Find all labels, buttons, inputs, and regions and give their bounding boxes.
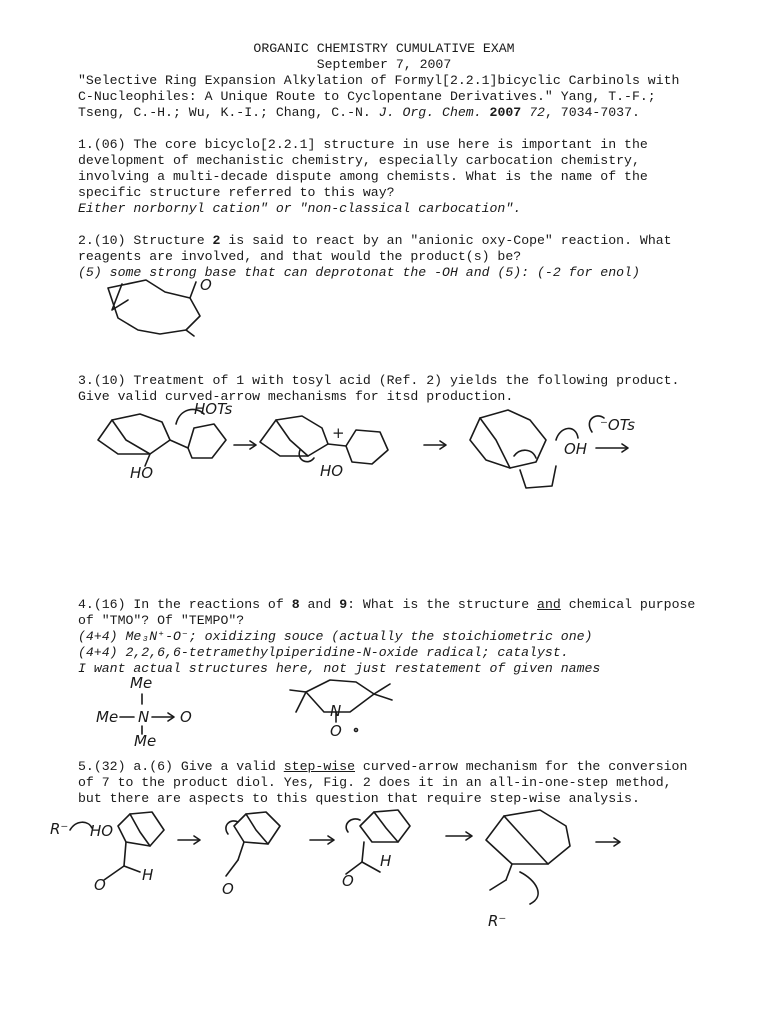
q4-text-e: : What is the structure [347, 597, 538, 612]
q4-tempo-nitrogen: N [330, 702, 342, 720]
q4-tmo-nitrogen: N [138, 708, 150, 726]
q4-compound-9: 9 [339, 597, 348, 612]
q4-line-2: of "TMO"? Of "TEMPO"? [78, 613, 245, 628]
q3-step3-sketch [470, 410, 635, 488]
q4-tmo-me-left: Me [96, 708, 119, 726]
citation-authors: Tseng, C.-H.; Wu, K.-I.; Chang, C.-N. [78, 105, 379, 120]
q2-sketch-oxygen: O [200, 276, 212, 294]
q4-tmo-oxygen: O [180, 708, 192, 726]
q4-tmo-me-bottom: Me [134, 732, 157, 750]
citation-journal: J. Org. Chem. [378, 105, 482, 120]
q5-text-c: curved-arrow mechanism for the conversion [355, 759, 688, 774]
q1-line-4: specific structure referred to this way? [78, 185, 395, 200]
citation-line-2: C-Nucleophiles: A Unique Route to Cyclopentane Derivatives." Yang, T.-F.; [78, 89, 656, 104]
q5-oxygen-1: O [94, 876, 106, 894]
q3-line-1: 3.(10) Treatment of 1 with tosyl acid (Ref. 2) yields the following product. [78, 373, 680, 388]
q5-text-stepwise: step-wise [283, 759, 355, 774]
q2-bicyclic-ketone-sketch [108, 276, 212, 336]
q4-tmo-me-top: Me [130, 674, 153, 692]
q3-ho-label-2: HO [320, 462, 344, 480]
q5-h-label-1: H [142, 866, 154, 884]
q5-line-3: but there are aspects to this question that require step-wise analysis. [78, 791, 640, 806]
q5-step3-sketch [342, 810, 472, 890]
q5-h-label-2: H [380, 852, 392, 870]
q4-text-g: chemical purpose [560, 597, 696, 612]
q4-text-c: and [299, 597, 340, 612]
q4-text-and: and [537, 597, 561, 612]
q3-ho-label-1: HO [130, 464, 154, 482]
q5-r-minus-2: R⁻ [488, 912, 507, 930]
q1-answer: Either norbornyl cation" or "non-classical carbocation". [78, 201, 522, 216]
q3-step2-sketch [260, 416, 446, 480]
citation-volume: 72 [529, 105, 545, 120]
q2-line-2: reagents are involved, and that would the product(s) be? [78, 249, 522, 264]
exam-date: September 7, 2007 [316, 57, 452, 72]
q4-answer-3: I want actual structures here, not just restatement of given names [78, 661, 601, 676]
q4-compound-8: 8 [291, 597, 300, 612]
q5-r-minus-1: R⁻ [50, 820, 69, 838]
q4-tempo-sketch [290, 680, 392, 740]
citation-line-1: "Selective Ring Expansion Alkylation of Formyl[2.2.1]bicyclic Carbinols with [78, 73, 680, 88]
q4-answer-2: (4+4) 2,2,6,6-tetramethylpiperidine-N-oxide radical; catalyst. [78, 645, 569, 660]
q3-oh-label: OH [564, 440, 588, 458]
q3-plus-sign: + [332, 424, 345, 442]
q1-line-2: development of mechanistic chemistry, especially carbocation chemistry, [78, 153, 640, 168]
q4-tmo-sketch [96, 674, 192, 750]
q4-tempo-oxygen: O [330, 722, 342, 740]
q4-answer-1: (4+4) Me₃N⁺-O⁻; oxidizing souce (actually the stoichiometric one) [78, 629, 593, 644]
citation-year: 2007 [489, 105, 522, 120]
q2-text-c: is said to react by an "anionic oxy-Cope" reaction. What [220, 233, 672, 248]
q4-text-a: 4.(16) In the reactions of [78, 597, 292, 612]
exam-title: ORGANIC CHEMISTRY CUMULATIVE EXAM [253, 41, 515, 56]
q5-text-a: 5.(32) a.(6) Give a valid [78, 759, 284, 774]
q3-line-2: Give valid curved-arrow mechanisms for itsd production. [78, 389, 514, 404]
q5-oxygen-3: O [342, 872, 354, 890]
q3-ots-label: ⁻OTs [600, 416, 635, 434]
q2-text-a: 2.(10) Structure [78, 233, 213, 248]
q5-line-2: of 7 to the product diol. Yes, Fig. 2 does it in an all-in-one-step method, [78, 775, 672, 790]
q5-ho-label: HO [90, 822, 114, 840]
q5-oxygen-2: O [222, 880, 234, 898]
q5-step2-sketch [222, 812, 334, 898]
q2-compound-number: 2 [212, 233, 221, 248]
q1-line-3: involving a multi-decade dispute among chemists. What is the name of the [78, 169, 648, 184]
q1-line-1: 1.(06) The core bicyclo[2.2.1] structure in use here is important in the [78, 137, 648, 152]
q5-step4-sketch [486, 810, 620, 930]
q3-hots-label: HOTs [194, 400, 233, 418]
q3-step1-sketch [98, 400, 256, 482]
q5-step1-sketch [50, 812, 200, 894]
citation-pages: , 7034-7037. [544, 105, 640, 120]
q2-answer: (5) some strong base that can deprotonat the -OH and (5): (-2 for enol) [78, 265, 640, 280]
